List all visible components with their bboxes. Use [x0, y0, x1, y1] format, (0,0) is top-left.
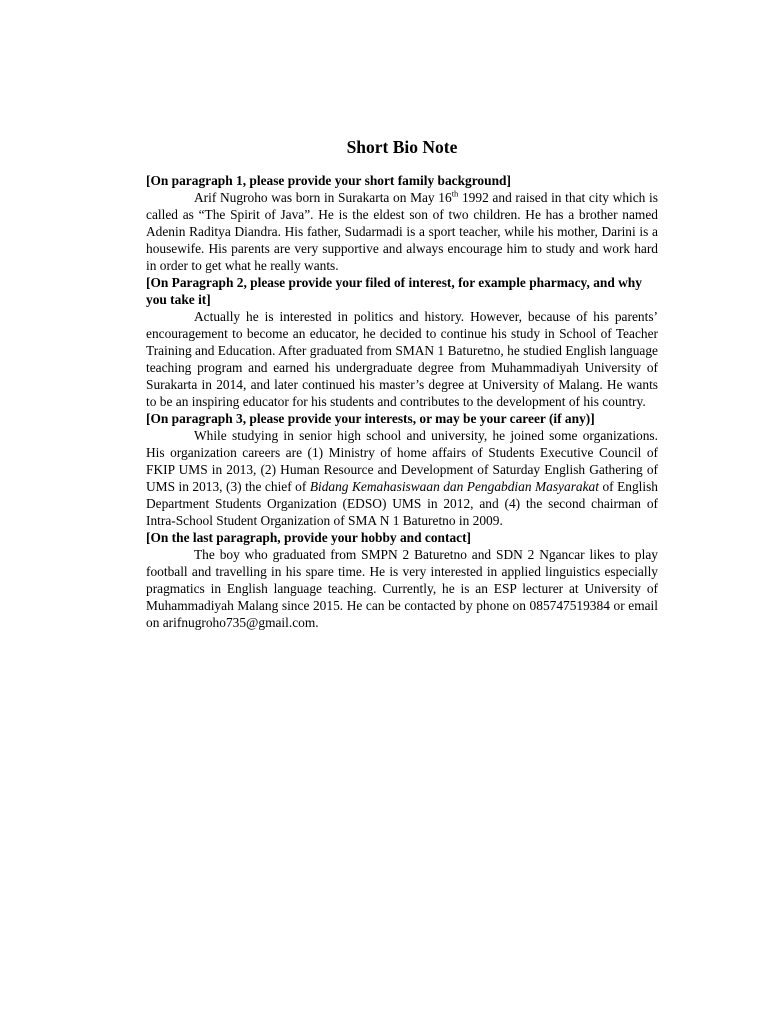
section-1-text-start: Arif Nugroho was born in Surakarta on May 16 — [194, 190, 452, 205]
section-3-italic-term: Bidang Kemahasiswaan dan Pengabdian Masyarakat — [309, 479, 599, 494]
section-3-text-start: While studying in senior high school and university, he joined some organizations. His organization careers are (1) Ministry of home affairs of Students Executive Council of FKIP UMS in 2013, (2) Human Resource and Development of Saturday English Gathering of UMS in 2013, (3) the chief of — [146, 428, 658, 494]
document-page — [146, 136, 658, 631]
ordinal-suffix: th — [451, 188, 459, 199]
section-2-prompt: [On Paragraph 2, please provide your filed of interest, for example pharmacy, and why you take it] — [146, 275, 642, 307]
section-1-text-end: 1992 and raised in that city which is called as “The Spirit of Java”. He is the eldest son of two children. He has a brother named Adenin Raditya Diandra. His father, Sudarmadi is a sport teacher, while his mother, Darini is a housewife. His parents are very supportive and always encourage him to study and work hard in order to get what he really wants. — [146, 190, 658, 273]
section-4-paragraph: The boy who graduated from SMPN 2 Baturetno and SDN 2 Ngancar likes to play football and travelling in his spare time. He is very interested in applied linguistics especially pragmatics in English language teaching. Currently, he is an ESP lecturer at University of Muhammadiyah Malang since 2015. He can be contacted by phone on 085747519384 or email on arifnugroho735@gmail.com. — [146, 547, 658, 630]
page-title: Short Bio Note — [346, 137, 458, 157]
section-3-prompt: [On paragraph 3, please provide your interests, or may be your career (if any)] — [146, 411, 595, 426]
section-3-text-end: of English Department Students Organization (EDSO) UMS in 2012, and (4) the second chairman of Intra-School Student Organization of SMA N 1 Baturetno in 2009. — [146, 479, 658, 528]
section-3-paragraph — [146, 427, 658, 529]
section-4-prompt: [On the last paragraph, provide your hobby and contact] — [146, 530, 472, 545]
section-2-paragraph: Actually he is interested in politics and history. However, because of his parents’ encouragement to become an educator, he decided to continue his study in School of Teacher Training and Education. After graduated from SMAN 1 Baturetno, he studied English language teaching program and earned his undergraduate degree from Muhammadiyah University of Surakarta in 2014, and later continued his master’s degree at University of Malang. He wants to be an inspiring educator for his students and contributes to the development of his country. — [146, 309, 658, 409]
section-1-prompt: [On paragraph 1, please provide your short family background] — [146, 173, 511, 188]
section-1-paragraph — [146, 189, 658, 274]
